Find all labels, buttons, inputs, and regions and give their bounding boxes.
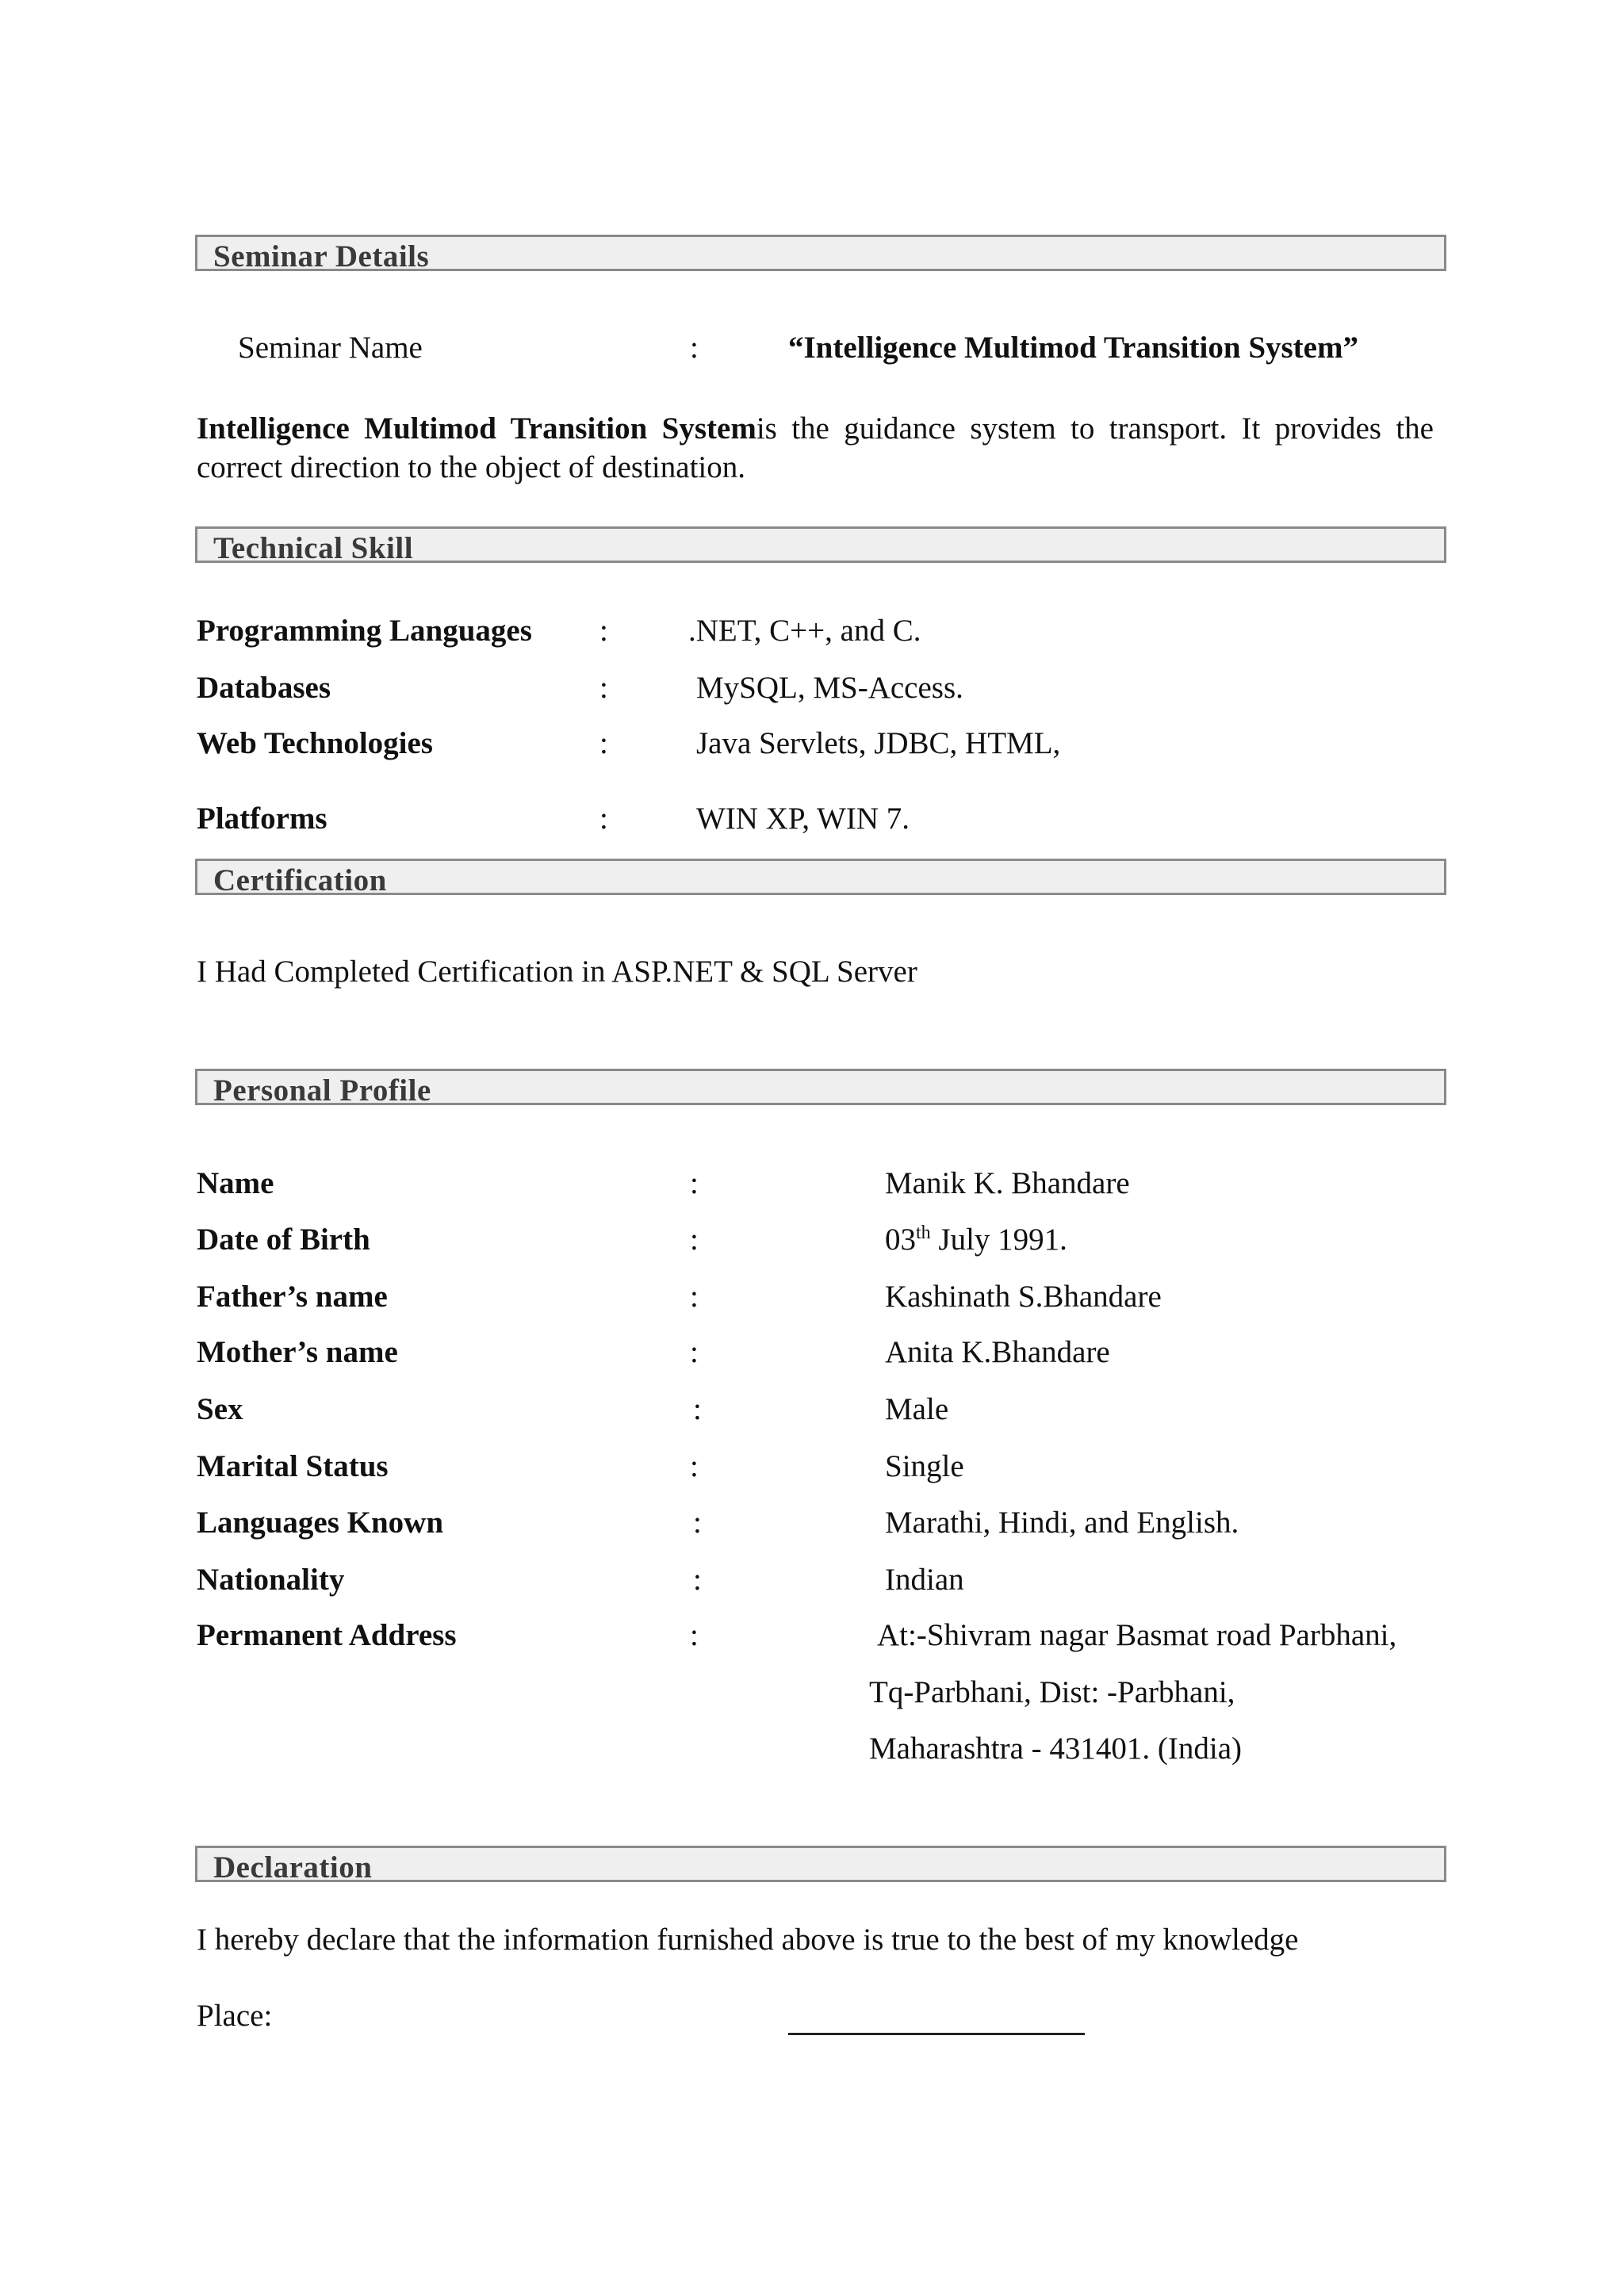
profile-value-sex: Male [885, 1392, 949, 1426]
seminar-name-colon: : [690, 331, 699, 365]
profile-label-dob: Date of Birth [197, 1223, 370, 1257]
profile-colon-address: : [690, 1618, 699, 1652]
profile-colon-father: : [690, 1280, 699, 1314]
certification-header [195, 859, 1446, 895]
dob-day: 03 [885, 1223, 916, 1257]
skill-label-programming: Programming Languages [197, 614, 532, 648]
profile-label-address: Permanent Address [197, 1618, 457, 1652]
profile-value-nationality: Indian [885, 1563, 964, 1597]
skill-colon-platforms: : [599, 802, 608, 836]
dob-rest: July 1991. [930, 1223, 1067, 1257]
technical-skill-header [195, 526, 1446, 563]
skill-colon-databases: : [599, 671, 608, 705]
skill-value-databases: MySQL, MS-Access. [696, 671, 963, 705]
declaration-header [195, 1846, 1446, 1885]
profile-label-nationality: Nationality [197, 1563, 345, 1597]
seminar-description-bold: Intelligence Multimod Transition System [197, 411, 756, 446]
seminar-name-label: Seminar Name [238, 331, 423, 365]
profile-colon-name: : [690, 1166, 699, 1200]
profile-value-father: Kashinath S.Bhandare [885, 1280, 1162, 1314]
dob-suffix: th [916, 1223, 931, 1243]
profile-colon-languages: : [693, 1506, 702, 1540]
certification-text: I Had Completed Certification in ASP.NET & SQL Server [197, 955, 917, 989]
profile-value-address-line3: Maharashtra - 431401. (India) [869, 1732, 1242, 1766]
seminar-description-text: is the guidance system to transport. It provides the correct direction to the object of destination. [197, 411, 1434, 484]
seminar-details-header [195, 235, 1446, 274]
declaration-text: I hereby declare that the information furnished above is true to the best of my knowledge [197, 1923, 1299, 1957]
profile-label-sex: Sex [197, 1392, 243, 1426]
profile-label-name: Name [197, 1166, 274, 1200]
profile-label-father: Father’s name [197, 1280, 388, 1314]
profile-label-marital: Marital Status [197, 1449, 389, 1483]
skill-label-databases: Databases [197, 671, 331, 705]
signature-line [788, 2033, 1085, 2035]
skill-colon-programming: : [599, 614, 608, 648]
profile-value-name: Manik K. Bhandare [885, 1166, 1130, 1200]
personal-profile-title: Personal Profile [213, 1073, 431, 1108]
profile-value-dob [885, 1222, 1067, 1259]
profile-value-address-line2: Tq-Parbhani, Dist: -Parbhani, [869, 1675, 1235, 1709]
profile-colon-nationality: : [693, 1563, 702, 1597]
profile-colon-sex: : [693, 1392, 702, 1426]
profile-value-languages: Marathi, Hindi, and English. [885, 1506, 1239, 1540]
technical-skill-title: Technical Skill [213, 531, 414, 565]
place-label: Place: [197, 1999, 273, 2033]
profile-colon-dob: : [690, 1223, 699, 1257]
skill-colon-web: : [599, 726, 608, 760]
skill-value-web: Java Servlets, JDBC, HTML, [696, 726, 1061, 760]
certification-title: Certification [213, 863, 387, 897]
profile-value-marital: Single [885, 1449, 964, 1483]
profile-label-mother: Mother’s name [197, 1335, 398, 1369]
skill-label-platforms: Platforms [197, 802, 327, 836]
skill-value-platforms: WIN XP, WIN 7. [696, 802, 910, 836]
profile-colon-mother: : [690, 1335, 699, 1369]
skill-label-web: Web Technologies [197, 726, 433, 760]
profile-colon-marital: : [690, 1449, 699, 1483]
profile-label-languages: Languages Known [197, 1506, 444, 1540]
declaration-title: Declaration [213, 1850, 373, 1885]
profile-value-address-line1: At:-Shivram nagar Basmat road Parbhani, [877, 1618, 1397, 1652]
seminar-description [197, 409, 1434, 487]
skill-value-programming: .NET, C++, and C. [688, 614, 921, 648]
seminar-details-title: Seminar Details [213, 239, 430, 274]
seminar-name-value: “Intelligence Multimod Transition System” [788, 331, 1358, 365]
personal-profile-header [195, 1069, 1446, 1108]
profile-value-mother: Anita K.Bhandare [885, 1335, 1110, 1369]
